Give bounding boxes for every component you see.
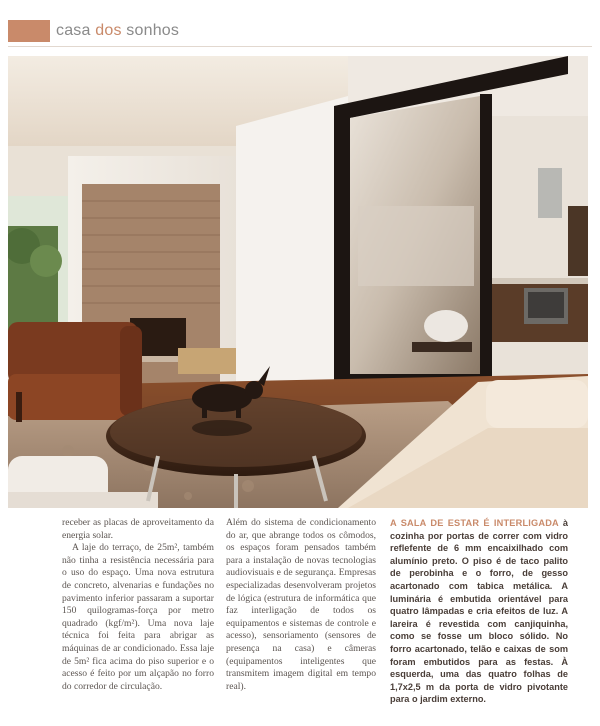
living-room-illustration [8, 56, 588, 508]
caption-body: à cozinha por portas de correr com vidro reflefente de 6 mm encaixilhado com alumínio preto. O piso é de taco palito de perobinha e o forro, de gesso acartonado com tabica metálica. A luminária é embutida orientável para quatro lâmpadas e cria efeitos de luz. A lareira é revestida com canjiquinha, como se fosse um bloco sólido. No forro acartonado, telão e caixas de som foram embutidos para as festas. À esquerda, uma das quatro folhas de 1,7x2,5 m da porta de vidro pivotante para o jardim externo. [390, 518, 568, 705]
section-title-pre: casa [56, 22, 96, 39]
section-color-block [8, 20, 50, 42]
caption-lead: A SALA DE ESTAR É INTERLIGADA [390, 518, 559, 528]
section-title-post: sonhos [121, 22, 180, 39]
article-paragraph: Além do sistema de condicionamento do ar, que abrange todos os cômodos, os espaços foram pensados também para a instalação de novas tecnologias audiovisuais e de segurança. Empresas especializadas desenvolveram projetos de lógica (estrutura de informática que faz interligação de todos os equipamentos e sistemas de controle e acesso), sensoriamento (sensores de presença na casa) e câmeras (equipamentos inteligentes que transmitem imagem digital em tempo real). [226, 517, 376, 692]
article-paragraph: A laje do terraço, de 25m², também não tinha a resistência necessária para o uso do espaço. Uma nova estrutura de concreto, alvenarias e fundações no pavimento inferior passaram a suportar 150 quilogramas-força por metro quadrado (kgf/m²). Uma nova laje técnica foi feita para abrigar as máquinas de ar condicionado. Essa laje de 5m² fica acima do piso superior e o acesso é feito por um alçapão no forro do corredor de circulação. [62, 542, 214, 692]
article-column-1 [62, 517, 214, 717]
header-divider [8, 46, 592, 47]
living-room-photo [8, 56, 588, 508]
section-title-accent: dos [95, 22, 122, 39]
article-column-2 [226, 517, 376, 717]
section-title [56, 20, 179, 42]
article-paragraph: receber as placas de aproveitamento da energia solar. [62, 517, 214, 541]
photo-caption [390, 517, 568, 717]
